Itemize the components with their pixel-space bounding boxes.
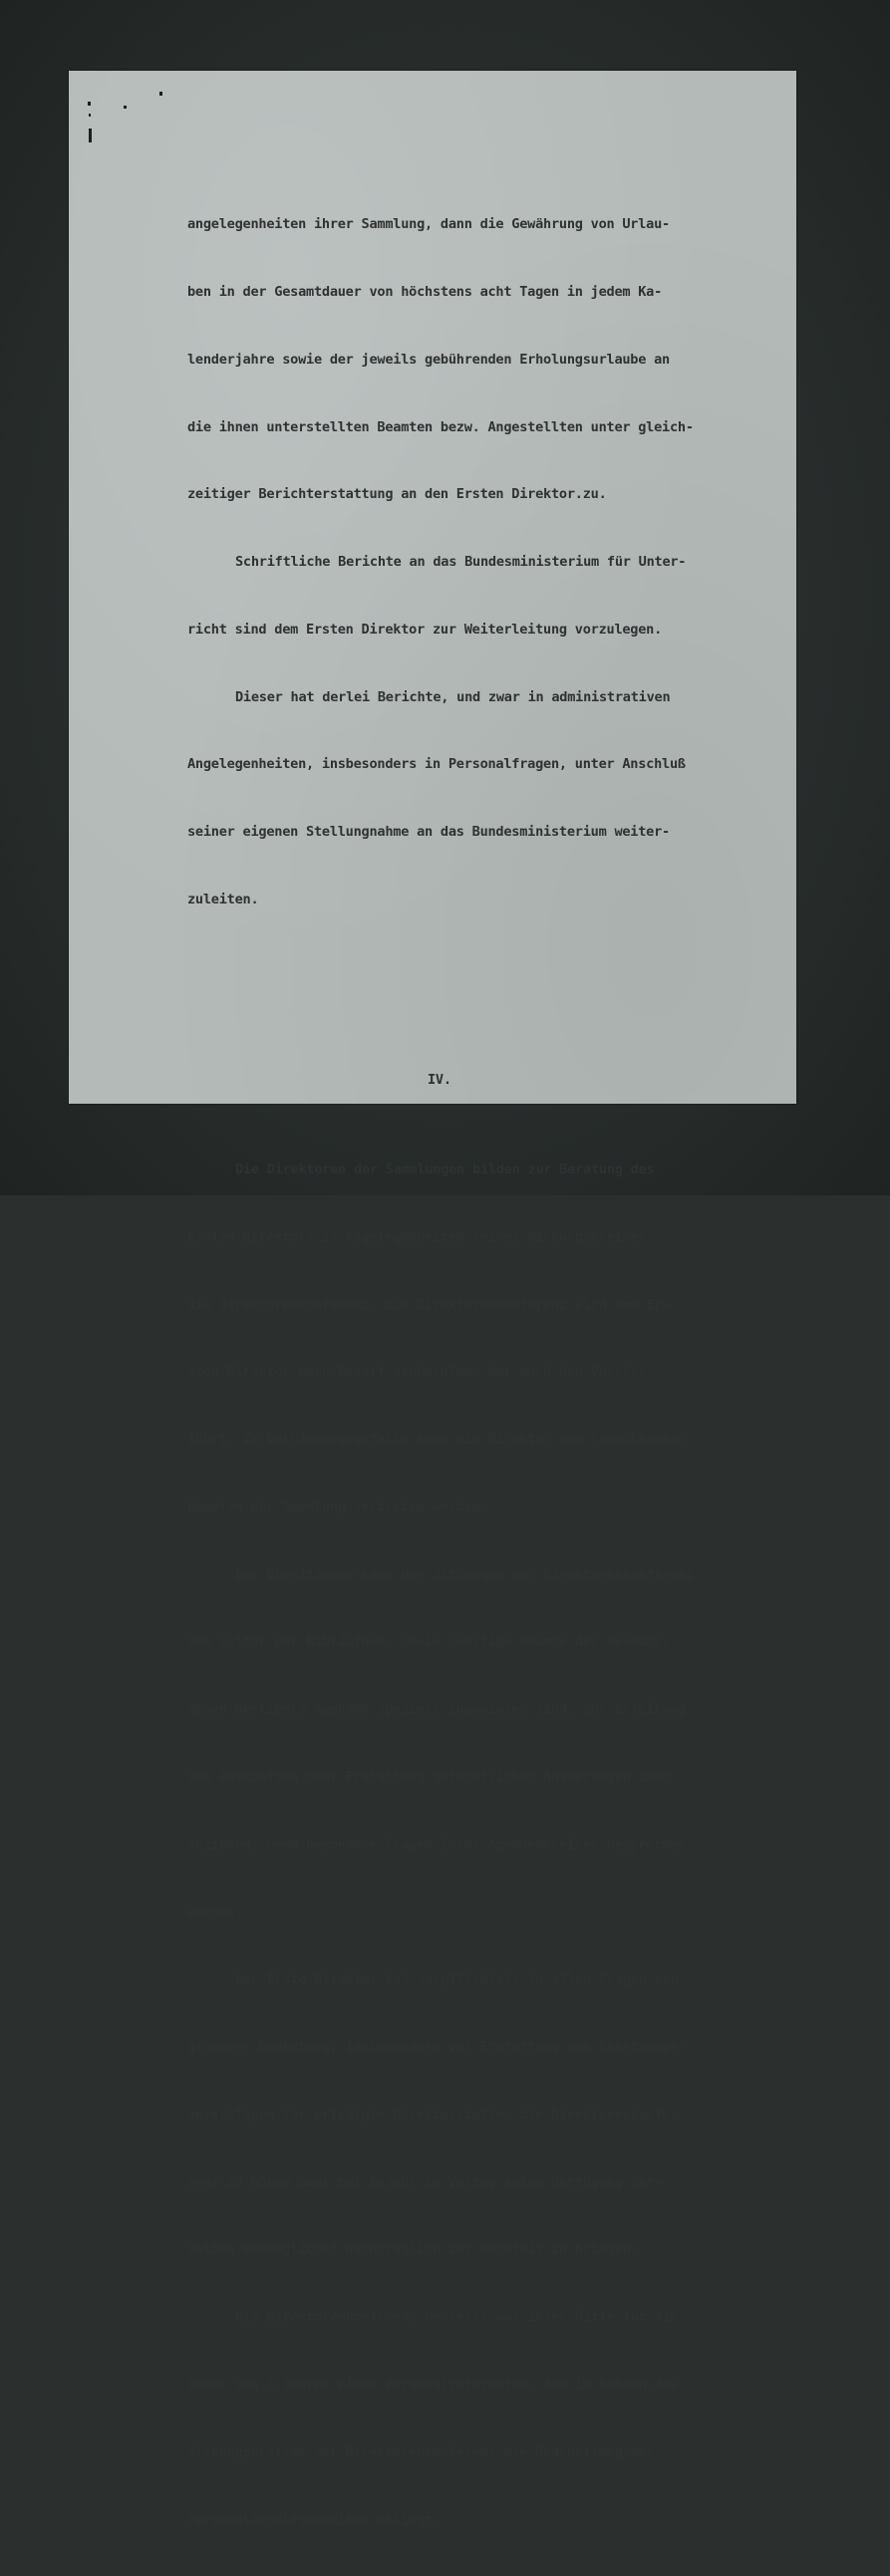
mark-dot bbox=[124, 106, 127, 109]
text-line: selben ehemöglichst nachträglich zur Kenntnis zu bringen. bbox=[187, 2241, 639, 2258]
text-line: zuleiten. bbox=[187, 892, 259, 907]
text-line: Schriftliche Berichte an das Bundesministerium für Unter- bbox=[235, 554, 687, 571]
text-line: werden. bbox=[187, 1904, 243, 1921]
text-line: den Leiter der Bibliothek, sowie sonstige Beamte des Museums, bbox=[187, 1634, 670, 1651]
text-line: angelegenheiten ihrer Sammlung, dann die Gewährung von Urlau- bbox=[187, 216, 670, 233]
text-line: Die Direktorenkonferenz bestellt aus ihrer Mitte für die bbox=[235, 2309, 679, 2326]
text-line: größerer Bedeutung, insbesondere vor Erstattung von Besetzungs- bbox=[187, 2039, 686, 2056]
text-line: Beamten der Sammlung vertreten werden. bbox=[187, 1498, 488, 1515]
spacer bbox=[187, 978, 785, 1023]
text-line: sten Direktor nach Bedarf einberufen, der auch den Vorsitz bbox=[187, 1364, 647, 1381]
section-heading: IV. bbox=[428, 1071, 451, 1088]
text-line: Personalangelegenheiten obliegt. bbox=[187, 2511, 441, 2528]
text-line: Wirkungskreises der Direktorenkonferenz die Bearbeitung der bbox=[187, 2444, 655, 2460]
mark-dot bbox=[89, 114, 91, 117]
text-line: Dauer von 3 Jahren einen Personalreferenten, dem im Rahmen des bbox=[187, 2377, 678, 2393]
text-line: denen bestimmte Agenden speziell zugewiesen sind, zur Erteilung bbox=[187, 1701, 686, 1718]
mark-dash bbox=[89, 129, 92, 142]
document-page bbox=[69, 71, 796, 2528]
mark-dot bbox=[88, 102, 91, 106]
mark-dot bbox=[159, 92, 162, 96]
text-line: Der Erste Direktor ist verpflichtet, in allen Fragen von bbox=[235, 1971, 679, 1988]
text-line: führt. Im Verhinderungsfalle kann ein Direktor vom rangältesten bbox=[187, 1431, 686, 1448]
text-line: die ihnen unterstellten Beamten bezw. Angestellten unter gleich- bbox=[187, 418, 694, 435]
text-line: Der Vorsitzende kann den Sitzungen der Direktorenkonferenz bbox=[235, 1566, 695, 1583]
text-line: seiner eigenen Stellungnahme an das Bundesministerium weiter- bbox=[187, 824, 670, 841]
text-line: richt sind dem Ersten Direktor zur Weiterleitung vorzulegen. bbox=[187, 621, 663, 638]
text-line: Angelegenheiten, insbesonders in Personalfragen, unter Anschluß bbox=[187, 756, 686, 773]
text-line: ben in der Gesamtdauer von höchstens acht Tagen in jedem Ka- bbox=[187, 283, 663, 300]
text-line: die Direktorenkonferenz. Die Direktorenkonferenz wird vom Er- bbox=[187, 1296, 670, 1313]
text-line: zuziehen, wenn besondere Fragen ihres Agendenkreises besprochen bbox=[187, 1836, 686, 1853]
text-line: vorschlägen für erledigte Direktorstellen die Direktorenkonfe- bbox=[187, 2106, 678, 2123]
text-line: lenderjahre sowie der jeweils gebührenden Erholungsurlaube an bbox=[187, 351, 670, 368]
typewritten-text bbox=[187, 168, 785, 2576]
text-line: zeitiger Berichterstattung an den Ersten Direktor.zu. bbox=[187, 486, 607, 503]
text-line: Dieser hat derlei Berichte, und zwar in administrativen bbox=[235, 688, 671, 705]
text-line: von Auskünften oder Erstattung gutächtlicher Ausserungen dann bbox=[187, 1768, 670, 1785]
text-line: Ersten Direktors in Angelegenheiten seines Wirkungskreises bbox=[187, 1228, 647, 1245]
text-line: renz zu hören oder bei Gefahr im Verzug seine Verfügung der- bbox=[187, 2174, 663, 2190]
text-line: Die Direktoren der Sammlungen bilden zur Beratung des bbox=[235, 1160, 655, 1177]
